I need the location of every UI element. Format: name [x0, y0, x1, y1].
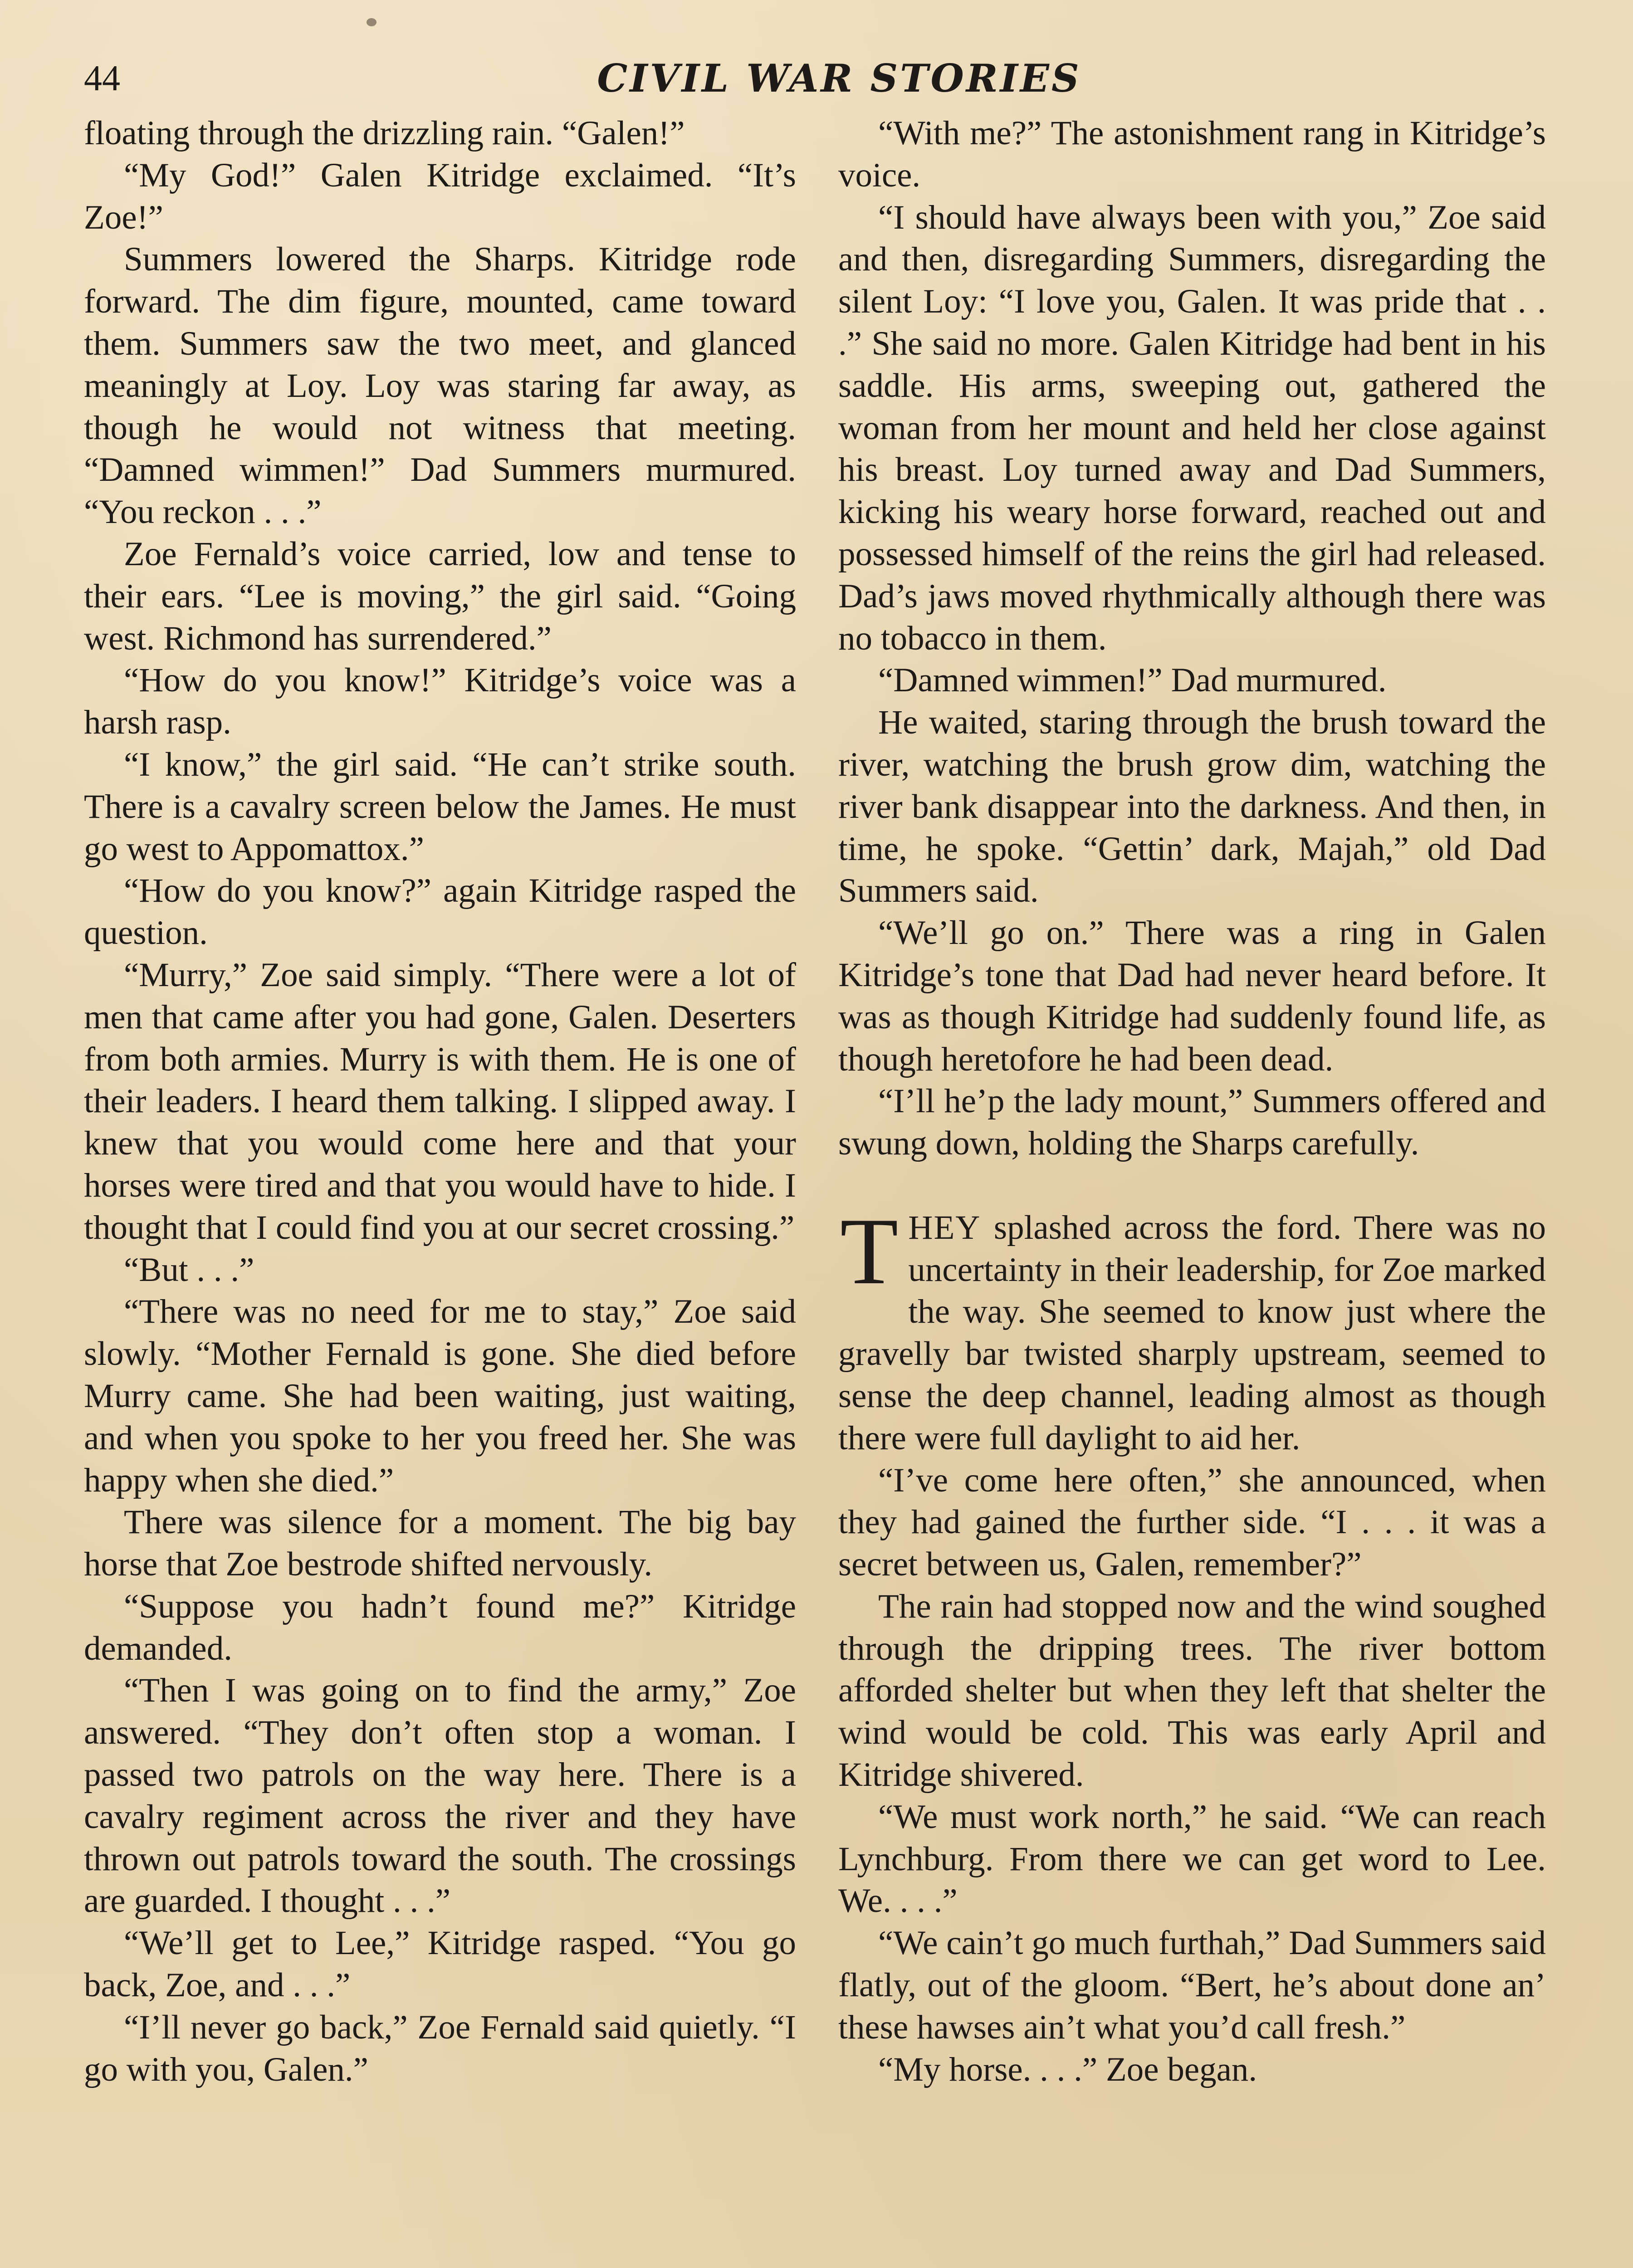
- section-opening-paragraph: [838, 1198, 1546, 1460]
- paragraph: “With me?” The astonishment rang in Kitridge’s voice.: [838, 114, 1546, 194]
- paragraph: “My horse. . . .” Zoe began.: [878, 2050, 1257, 2088]
- paragraph: floating through the drizzling rain. “Galen!”: [84, 114, 685, 152]
- paragraph: “I’ll he’p the lady mount,” Summers offered and swung down, holding the Sharps carefully.: [838, 1082, 1546, 1163]
- paragraph: “How do you know?” again Kitridge rasped the question.: [84, 872, 796, 952]
- paragraph: Summers lowered the Sharps. Kitridge rode forward. The dim figure, mounted, came toward them. Summers saw the two meet, and glanced meaningly at Loy. Loy was staring far away, as though he would not witness that meeting. “Damned wimmen!” Dad Summers murmured. “You reckon . . .”: [84, 240, 796, 531]
- paragraph: “There was no need for me to stay,” Zoe said slowly. “Mother Fernald is gone. She died before Murry came. She had been waiting, just waiting, and when you spoke to her you freed her. She was happy when she died.”: [84, 1293, 796, 1499]
- paragraph: There was silence for a moment. The big bay horse that Zoe bestrode shifted nervously.: [84, 1503, 796, 1584]
- ink-speck: [367, 18, 376, 26]
- drop-cap-lead: HEY: [908, 1208, 981, 1246]
- drop-cap: T: [840, 1198, 899, 1304]
- right-column: [838, 112, 1546, 2091]
- paragraph: “I should have always been with you,” Zoe said and then, disregarding Summers, disregarding the silent Loy: “I love you, Galen. It was pride that . . .” She said no more. Galen Kitridge had bent in his saddle. His arms, sweeping out, gathered the woman from her mount and held her close against his breast. Loy turned away and Dad Summers, kicking his weary horse forward, reached out and possessed himself of the reins the girl had released. Dad’s jaws moved rhythmically although there was no tobacco in them.: [838, 198, 1546, 657]
- paragraph: He waited, staring through the brush toward the river, watching the brush grow dim, watching the river bank disappear into the darkness. And then, in time, he spoke. “Gettin’ dark, Majah,” old Dad Summers said.: [838, 704, 1546, 910]
- paragraph: “How do you know!” Kitridge’s voice was a harsh rasp.: [84, 661, 796, 742]
- paragraph: “I know,” the girl said. “He can’t strike south. There is a cavalry screen below the James. He must go west to Appomattox.”: [84, 745, 796, 868]
- page-header: [84, 48, 1594, 107]
- page-number: 44: [84, 59, 120, 98]
- paragraph: The rain had stopped now and the wind soughed through the dripping trees. The river bottom afforded shelter but when they left that shelter the wind would be cold. This was early April and Kitridge shivered.: [838, 1587, 1546, 1794]
- paragraph: “Murry,” Zoe said simply. “There were a lot of men that came after you had gone, Galen. Deserters from both armies. Murry is with them. He is one of their leaders. I heard them talking. I slipped away. I knew that you would come here and that your horses were tired and that you would have to hide. I thought that I could find you at our secret crossing.”: [84, 956, 796, 1246]
- running-head: CIVIL WAR STORIES: [597, 56, 1081, 101]
- left-column: [84, 112, 796, 2091]
- section-opening-text: splashed across the ford. There was no uncertainty in their leadership, for Zoe marked the way. She seemed to know just where the gravelly bar twisted sharply upstream, seemed to sense the deep channel, leading almost as though there were full daylight to aid her.: [838, 1208, 1546, 1457]
- paragraph: “Suppose you hadn’t found me?” Kitridge demanded.: [84, 1587, 796, 1667]
- section-break: [838, 1165, 1546, 1207]
- paragraph: “But . . .”: [124, 1251, 254, 1289]
- paragraph: Zoe Fernald’s voice carried, low and tense to their ears. “Lee is moving,” the girl said. “Going west. Richmond has surrendered.”: [84, 535, 796, 657]
- paragraph: “We’ll get to Lee,” Kitridge rasped. “You go back, Zoe, and . . .”: [84, 1924, 796, 2004]
- paragraph: “We’ll go on.” There was a ring in Galen Kitridge’s tone that Dad had never heard before. It was as though Kitridge had suddenly found life, as though heretofore he had been dead.: [838, 914, 1546, 1078]
- paragraph: “I’ve come here often,” she announced, when they had gained the further side. “I . . . it was a secret between us, Galen, remember?”: [838, 1461, 1546, 1584]
- paragraph: “My God!” Galen Kitridge exclaimed. “It’s Zoe!”: [84, 156, 796, 236]
- paragraph: “I’ll never go back,” Zoe Fernald said quietly. “I go with you, Galen.”: [84, 2008, 796, 2088]
- paragraph: “We cain’t go much furthah,” Dad Summers said flatly, out of the gloom. “Bert, he’s about done an’ these hawses ain’t what you’d call fresh.”: [838, 1924, 1546, 2046]
- paragraph: “Then I was going on to find the army,” Zoe answered. “They don’t often stop a woman. I passed two patrols on the way here. There is a cavalry regiment across the river and they have thrown out patrols toward the south. The crossings are guarded. I thought . . .”: [84, 1672, 796, 1920]
- paragraph: “Damned wimmen!” Dad murmured.: [878, 661, 1387, 699]
- paragraph: “We must work north,” he said. “We can reach Lynchburg. From there we can get word to Lee. We. . . .”: [838, 1798, 1546, 1920]
